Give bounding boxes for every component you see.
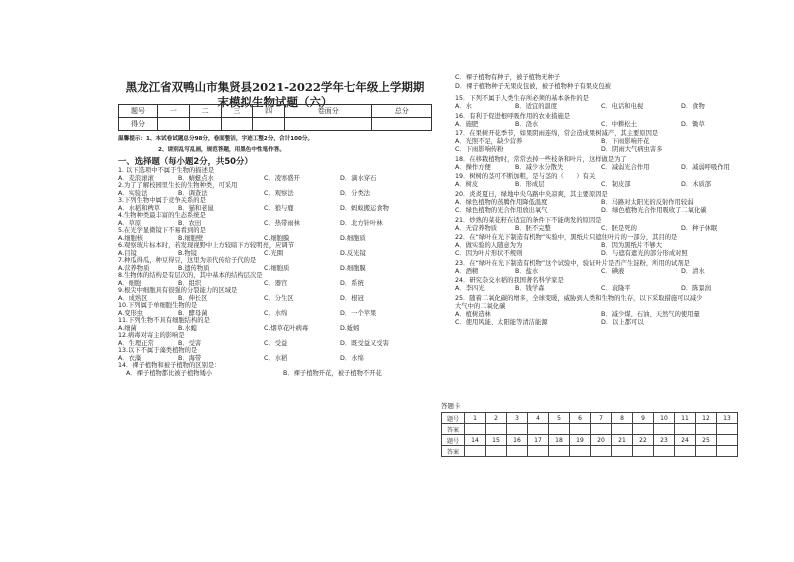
question-stem: 2.为了了解校园里生长的生物种类，可采用 <box>118 182 238 189</box>
answer-option: D．系统 <box>340 280 364 287</box>
answer-cell[interactable] <box>507 446 528 457</box>
answer-option: C．观察法 <box>264 190 294 197</box>
score-cell[interactable] <box>372 118 432 131</box>
answer-cell[interactable] <box>612 446 633 457</box>
answer-option: C．减弱光合作用 <box>601 163 650 171</box>
answer-cell[interactable] <box>570 446 591 457</box>
section-heading: 一、选择题（每小题2分，共50分） <box>118 156 253 166</box>
answer-option: C．碘液 <box>601 267 625 275</box>
answer-cell[interactable] <box>696 424 717 435</box>
answer-option: B．胚不完整 <box>515 224 551 232</box>
answer-option: B．减少煤、石油、天然气的使用量 <box>601 311 700 319</box>
answer-card-table <box>441 412 738 457</box>
answer-option: A．衣藻 <box>118 355 142 362</box>
answer-cell[interactable] <box>486 446 507 457</box>
score-head-cell: 一 <box>158 105 190 118</box>
answer-option: B．下雨影响开花 <box>601 138 650 146</box>
question-number-cell: 16 <box>507 435 528 446</box>
answer-option: B.物镜 <box>178 250 197 257</box>
answer-option: A．实验法 <box>118 190 148 197</box>
answer-cell[interactable] <box>570 424 591 435</box>
question-stem: 7.种瓜得瓜，种豆得豆，这里为亲代传给子代的是 <box>118 257 257 264</box>
answer-option: C．韧皮部 <box>601 181 631 189</box>
question-stem: 10.下列属于单细胞生物的是 <box>118 302 198 309</box>
answer-option: B．适宜的温度 <box>515 103 558 110</box>
answer-option: C．因为叶片形状不规则 <box>455 250 523 258</box>
answer-option: C.光圈 <box>264 250 283 257</box>
question-number-cell: 19 <box>570 435 591 446</box>
question-number-cell: 11 <box>675 413 696 424</box>
answer-option: C．分生区 <box>264 295 294 302</box>
answer-option: D．北方针叶林 <box>340 220 383 227</box>
answer-card-label: 答题卡 <box>441 402 461 410</box>
answer-cell[interactable] <box>633 446 654 457</box>
answer-option: D．陈景润 <box>681 285 712 293</box>
answer-option: A．施肥 <box>455 120 479 128</box>
answer-cell[interactable] <box>486 424 507 435</box>
answer-option: B.水螅 <box>178 325 197 332</box>
question-number-cell: 4 <box>528 413 549 424</box>
question-stem: 18．在移栽植物时，常常去掉一些枝条和叶片，这样做是为了 <box>455 155 627 163</box>
question-number-cell: 18 <box>549 435 570 446</box>
answer-option: C．水绵 <box>264 310 288 317</box>
note-line-2: 2、请别乱写乱画，规范答题，用黑色中性笔作答。 <box>158 147 285 153</box>
answer-option: C.细胞膜 <box>264 235 290 242</box>
answer-option: C．受益 <box>264 340 288 347</box>
answer-cell[interactable] <box>528 446 549 457</box>
answer-option: B.遗传物质 <box>178 265 210 272</box>
question-number-cell: 20 <box>591 435 612 446</box>
answer-option: D．滴水穿石 <box>340 175 377 182</box>
question-number-cell: 17 <box>528 435 549 446</box>
question-number-cell: 5 <box>549 413 570 424</box>
answer-option: D．分类法 <box>340 190 371 197</box>
question-stem: 14．裸子植物和被子植物的区别是： <box>118 362 221 369</box>
answer-option: B．浇水 <box>515 120 539 128</box>
answer-option: A．李四光 <box>455 285 485 293</box>
answer-option: C.细胞质 <box>264 265 290 272</box>
answer-option: D．裸子植物种子无果皮包被，被子植物种子有果皮包被 <box>455 83 611 90</box>
answer-cell[interactable] <box>591 424 612 435</box>
question-number-cell: 10 <box>654 413 675 424</box>
answer-cell[interactable] <box>675 424 696 435</box>
answer-option: A.变形虫 <box>118 310 144 317</box>
answer-option: B．伸长区 <box>178 295 208 302</box>
answer-cell[interactable] <box>717 446 738 457</box>
answer-option: A．操作方便 <box>455 163 491 171</box>
question-stem: 大气中的二氧化碳 <box>455 303 506 311</box>
answer-card-row-label: 答案 <box>442 446 465 457</box>
answer-option: D．水绵 <box>340 355 364 362</box>
answer-option: A.营养物质 <box>118 265 150 272</box>
answer-option: C．电话和电视 <box>601 103 644 110</box>
question-stem: 15．下列不属于人类生存所必须的基本条件的是 <box>455 95 589 102</box>
question-number-cell: 22 <box>633 435 654 446</box>
answer-option: A．草原 <box>118 220 142 227</box>
answer-cell[interactable] <box>549 446 570 457</box>
answer-option: A．酒精 <box>455 267 479 275</box>
answer-option: D.细胞质 <box>340 235 366 242</box>
answer-option: B．组织 <box>178 280 202 287</box>
question-stem: 11.下列生物不具有细胞结构的是 <box>118 317 210 324</box>
answer-option: B．钱学森 <box>515 285 545 293</box>
answer-option: B．调查法 <box>178 190 208 197</box>
question-number-cell: 15 <box>486 435 507 446</box>
answer-option: C．绿色植物的光合作用放出氧气 <box>455 207 548 214</box>
answer-option: B．盐水 <box>515 267 539 275</box>
question-number-cell: 3 <box>507 413 528 424</box>
answer-option: C．使用风能、太阳能等清洁能源 <box>455 319 548 327</box>
answer-option: A．成熟区 <box>118 295 148 302</box>
note-line-1: 温馨提示：1、本试卷试题总分98分，卷面整洁，字迹工整2分，合计100分。 <box>118 136 314 142</box>
answer-option: C．狼与鹿 <box>264 205 294 212</box>
answer-option: D．阴雨大气病虫害多 <box>601 146 663 154</box>
answer-option: D．与遮有遮光的部分形成对照 <box>601 250 688 258</box>
score-row-label: 得分 <box>119 118 158 131</box>
question-number-cell: 2 <box>486 413 507 424</box>
answer-option: C．中耕松土 <box>601 120 637 128</box>
answer-option: A．植树造林 <box>455 311 491 319</box>
question-stem: 9.根尖中细胞具有很强的分裂能力的区域是 <box>118 287 238 294</box>
answer-option: D．减弱呼吸作用 <box>681 163 730 171</box>
question-number-cell: 8 <box>612 413 633 424</box>
question-stem: 23．在“绿叶在光下制造有机物”这个试验中，验证叶片是否产生淀粉，所用的试剂是 <box>455 259 690 267</box>
answer-option: D．锄草 <box>681 120 705 128</box>
question-number-cell: 14 <box>465 435 486 446</box>
question-number-cell: 6 <box>570 413 591 424</box>
answer-cell[interactable] <box>507 424 528 435</box>
answer-cell[interactable] <box>528 424 549 435</box>
answer-option: C．器官 <box>264 280 288 287</box>
score-head-cell: 二 <box>189 105 221 118</box>
question-stem: 12.病毒对寄主的影响是 <box>118 332 185 339</box>
answer-option: C．裸子植物有种子，被子植物无种子 <box>455 74 561 81</box>
question-number-cell: 12 <box>696 413 717 424</box>
answer-option: D.蚯蚓 <box>340 325 360 332</box>
answer-option: D．一个苹果 <box>340 310 377 317</box>
answer-option: D．清水 <box>681 267 705 275</box>
score-head-cell: 四 <box>253 105 285 118</box>
answer-cell[interactable] <box>612 424 633 435</box>
answer-option: D.细胞膜 <box>340 265 366 272</box>
question-number-cell: 25 <box>696 435 717 446</box>
score-cell[interactable] <box>221 118 253 131</box>
answer-card-row-label: 答案 <box>442 424 465 435</box>
answer-option: A．水 <box>455 103 472 110</box>
title-line-1: 黑龙江省双鸭山市集贤县2021-2022学年七年级上学期期 <box>125 80 425 94</box>
answer-cell[interactable] <box>465 446 486 457</box>
answer-option: B．马路对太阳光的反射作用较弱 <box>601 199 694 206</box>
score-head-cell: 题号 <box>119 105 158 118</box>
answer-option: D．种子休眠 <box>681 224 718 232</box>
question-stem: 3.下列生物中属于竞争关系的是 <box>118 197 206 204</box>
question-stem: 6.观察玻片标本时，若发现视野中上方较暗下方较明亮，应调节 <box>118 242 295 249</box>
question-number-cell: 23 <box>654 435 675 446</box>
answer-option: B.细胞壁 <box>178 235 204 242</box>
answer-option: A.目镜 <box>118 250 137 257</box>
answer-option: D．蚂蚁搬运食物 <box>340 205 389 212</box>
question-stem: 22．在“绿叶在光下制造有机物”实验中，黑纸片只遮住叶片的一部分，其目的是 <box>455 234 678 242</box>
answer-option: D．食物 <box>681 103 705 110</box>
title-line-2: 末模拟生物试题（六） <box>217 95 333 109</box>
answer-cell[interactable] <box>591 446 612 457</box>
answer-option: A．裸子植物都比被子植物矮小 <box>126 370 213 377</box>
answer-card-row-label: 题号 <box>442 435 465 446</box>
question-stem: 16．有利于促进根呼吸作用的农业措施是 <box>455 112 571 120</box>
answer-cell[interactable] <box>465 424 486 435</box>
answer-cell[interactable] <box>696 446 717 457</box>
score-head-cell: 总分 <box>372 105 432 118</box>
answer-cell[interactable] <box>675 446 696 457</box>
answer-option: A．树皮 <box>455 181 479 189</box>
answer-option: D．既受益又受害 <box>340 340 389 347</box>
answer-cell[interactable] <box>717 424 738 435</box>
answer-option: A．麦浪滚滚 <box>118 175 154 182</box>
score-cell[interactable] <box>253 118 285 131</box>
answer-option: A．细胞 <box>118 280 142 287</box>
question-stem: 17．在果树开花季节，如果阴雨连绵，常会造成果树减产，其主要原因是 <box>455 130 659 138</box>
answer-option: C．胚是死的 <box>601 224 637 232</box>
question-number-cell: 24 <box>675 435 696 446</box>
question-stem: 24．研究杂交水稻的我国著名科学家是 <box>455 277 564 285</box>
answer-option: A．水稻和稗草 <box>118 205 161 212</box>
answer-option: B．蜻蜓点水 <box>178 175 214 182</box>
question-stem: 4.生物种类最丰富的生态系统是 <box>118 212 206 219</box>
question-stem: 13.以下不属于藻类植物的是 <box>118 347 198 354</box>
answer-option: C．水稻 <box>264 355 288 362</box>
answer-cell[interactable] <box>654 424 675 435</box>
question-stem: 25．随着二氧化碳的增多，全球变暖，威胁到人类和生物的生存，以下采取措施可以减少 <box>455 295 703 302</box>
question-stem: 19．树树的茎可不断加粗，是与茎的（ ）有关 <box>455 173 596 181</box>
score-table <box>118 104 432 131</box>
answer-option: D．根冠 <box>340 295 364 302</box>
score-cell[interactable] <box>189 118 221 131</box>
question-stem: 21．炒熟的菜花籽在适宜的条件下不能萌发的原因是 <box>455 216 602 224</box>
answer-option: B．形成层 <box>515 181 545 189</box>
answer-option: D．绿色植物光合作用吸收了二氧化碳 <box>601 207 707 214</box>
score-cell[interactable] <box>158 118 190 131</box>
answer-option: A．绿色植物的蒸腾作用降低温度 <box>455 199 548 206</box>
question-stem: 1. 以下选项中不属于生物的描述是 <box>118 167 215 174</box>
answer-option: A.细菌 <box>118 325 137 332</box>
answer-option: B．裸子植物开花，被子植物不开花 <box>283 370 382 377</box>
answer-option: C．下雨影响传粉 <box>455 146 504 154</box>
answer-option: B．受害 <box>178 340 202 347</box>
answer-option: C.烟草花叶病毒 <box>264 325 309 332</box>
question-stem: 8.生物体的结构是有层次的，其中基本的结构层次是 <box>118 272 263 279</box>
answer-option: D．木质部 <box>681 181 712 189</box>
answer-option: C．热带雨林 <box>264 220 300 227</box>
answer-option: C．袁隆平 <box>601 285 631 293</box>
answer-option: A．做实验的人随意为为 <box>455 242 523 250</box>
answer-cell[interactable] <box>549 424 570 435</box>
answer-option: B．因为黑纸片不够大 <box>601 242 662 250</box>
answer-cell[interactable] <box>654 446 675 457</box>
answer-option: D.反光镜 <box>340 250 366 257</box>
answer-option: B．猫和老鼠 <box>178 205 214 212</box>
score-head-cell: 三 <box>221 105 253 118</box>
answer-option: B．农田 <box>178 220 202 227</box>
answer-option: A．生理正常 <box>118 340 154 347</box>
question-number-cell: 7 <box>591 413 612 424</box>
answer-option: C．凌寒盛开 <box>264 175 300 182</box>
question-stem: 20．炎炎夏日，绿地中央乌路中央凉爽，其主要原因是 <box>455 191 608 198</box>
score-cell[interactable] <box>285 118 372 131</box>
answer-option: A.细胞核 <box>118 235 144 242</box>
answer-card-row-label: 题号 <box>442 413 465 424</box>
question-number-cell <box>717 435 738 446</box>
answer-option: A．无营养物质 <box>455 224 498 232</box>
answer-option: D．以上都可以 <box>601 319 644 327</box>
answer-cell[interactable] <box>633 424 654 435</box>
answer-option: B．海带 <box>178 355 202 362</box>
question-number-cell: 13 <box>717 413 738 424</box>
question-number-cell: 9 <box>633 413 654 424</box>
answer-option: B．酵母菌 <box>178 310 208 317</box>
question-number-cell: 21 <box>612 435 633 446</box>
answer-option: A．光照不足，缺少营养 <box>455 138 523 146</box>
question-number-cell: 1 <box>465 413 486 424</box>
score-head-cell: 卷面分 <box>285 105 372 118</box>
question-stem: 5.在光学显微镜下不易看到的是 <box>118 227 206 234</box>
answer-option: B．减少水分散失 <box>515 163 564 171</box>
